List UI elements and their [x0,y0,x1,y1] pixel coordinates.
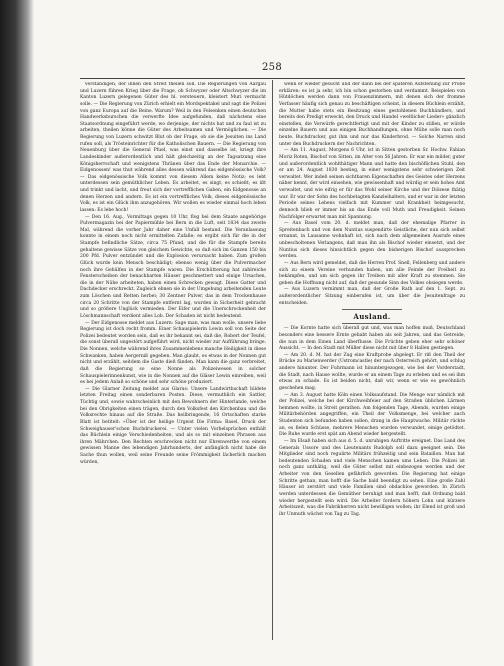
paragraph: — Am 11. August, Morgens 6 Uhr, ist in Sitten gestorben Sr. Hochw. Fabian Moriz Roten, Bischof von Sitten, im Alter von 56 Jahren. Er war ein milder, guter und außerordentlich wohlthätiger Mann und hatte den bischöflichen Stuhl, den er am 24. August 1830 bestieg, in einer wenigstens sehr schwierigen Zeit verwaltet. Wer indeß seinen sichtbaren Eigenschaften des Geistes oder Herzens näher kennt, der wird einsehen, wie gewissenhaft und würdig er sein hohes Amt verwaltet, und wie eifrig er für das Wohl seiner Kirche und der Diözese thätig war. Er war der Sohn des hochbetagten Kanzleihalters, und er war in der letzten Periode seines Lebens vielfach mit Kummer und Krankheit heimgesucht, dennoch blieb er immer bis an das Ende voll Muth und Freudigkeit. Seinen Nachfolger erwartet man mit Spannung. [279,148,465,220]
paragraph: — Die Glarner Zeitung meldet aus Glarus: Unsere Landwirthschaft bildete letzten Freitag einen sonderbaren Posten. Diese, vermuthlich ein Sattler, Tüchtig und, sowie wahrscheinlich mit den Bewohnern der Hinterlande, welche bei den Obrigkeiten einen trägen, durch den Volksfest den Kirchenbau und die Volksrechte hinaus auf die Straße. Das heilbringende, 16 Ortschaften starke Blatt ist betitelt: »Über ist der heilige Urgeist Die Firma: Basel, Druck der Schweighauser'schen Buchdruckerei. — Unter vielen Vorhelsprüchen enthält das Büchlein einige Verschiedenheiten, und als so mit einzelnen Phrasen aus ihren Mährchen. Den Rechten erschrecken nicht nur Ehrenwerthe von einem gewissen Manne des lebendigen Jahrhunderts, der anfänglich nicht habe die Sache thun wollen, weil seine Freunde seine Frömmigkeit lächerlich machen würden, [80,386,266,465]
paragraph: — Aus Bern wird gemeldet, daß die Herren Prof. Snell, Fellenberg und andere sich zu einem Vereine verbunden haben, um alle Feinde der Freiheit zu bekämpfen, und um sich gegen ihr Treiben mit aller Kraft zu stemmen. Sie geben die Hoffnung nicht auf, daß der gesunde Sinn des Volkes obsiegen werde. [279,260,465,286]
section-rule [342,309,402,310]
paragraph: — Aus Basel vom 20. d. meldet man, daß der ehemalige Pfarrer in Spreitenbach und von dem Nuntius suspendirte Geistliche, der nun sich selbst ernannt, in Lausanne wohnhaft ist, sich nach dem allgemeinen Ausrufe eines unbescholtenen Verlangens, daß man ihn als Bischof wieder einsetzt, und der Nuntius sich dieses hinsichtlich gegen den bisherigen Bischof aussprechen werden. [279,221,465,260]
header-rule [80,78,465,79]
paragraph: verständigen, der ihnen den Streit theilen soll. Die Regierungen von Aargau und Luzern führen Krieg über die Frage, ob Schwyzer oder Altschwyzer die im Kanton Luzern gelegenen Güter des hl. versteuern, kleistert Muri vermacht solle. — Die Regierung von Zürich erhielt ein Mordspektakel und sagt die Polizei von ganz Europa auf die Beine. Warum? Weil in den Felsenken einen deutschen Handwerksburschen die verwerfte Idee aufgefunden, daß nächstens eine Staatsordnung eingeführt werde, wo derjenige, der nichts hat und zu faul ist zu arbeiten, theilen könne die Güter des Arbeitsamen und Vermöglichen. — Die Regierung von Luzern schwitzt Blut ob der Frage, ob sie die Jesuiten ins Land rufen soll, als Trösteinrichter für die Katholischen Bauern. — Die Regierung von Neuenburg über die General Pfuel, was einst und dasselbe ist, kriegt ihre Landeskinder außerordentlich und hält gleichzeitig an der Tagsatzung eine Königsherrschaft und wenigstens Thränen über das Ende der Monarchie. — Eidgenossen! was thut während alles dessen während das eidgenössische Volk? — Das eidgenössische Volk kommt von diesem Allem keine Notiz; es lebt unterdessen sein gemüthlicher Leben. Es arbeitet, es singt, es schießt; es ißt und trinkt und lacht, und freut sich der vortrefflichen Gaben, ein Eidgenosse an denen Herzen und andern. Es ist ein vortreffliches Volk, dieses eidgenössische Volk, es ist ein Glück ihm anzugehören. Wir wollen es wieder einmal hoch leben lassen: Es lebe hoch! [80,82,266,213]
section-heading: Ausland. [353,312,391,322]
book-binding-shadow [0,0,34,666]
paragraph: — Am 3. August hatte Köln einen Volksaufstand. Die Menge war nämlich mit der Polizei, welche bei der Kirchweihfeier auf den Straßen üblichen Lärmen hemmen wollte, in Streit gerathen. Am folgenden Tage, Abends, wurden einige Militärbehörden angegriffen, ein Theil der Volksmenge, bei welcher auch Studenten sich befunden haben sollen, drang in die Hauptwache. Militär rückte an, es fielen Schüsse, mehrere Menschen wurden verwundet, einige getödtet. Die Ruhe wurde erst spät am Abend wieder hergestellt. [279,392,465,438]
paragraph: wenn er wieder gesucht und der dann bei der späteren Aufstehung zur Probe erklären: es ist ja sehr, ich bin schon gestorben und verdammt. Beispielen von Hütdöchen werden dann von Frauenzimmern, mit denen sich der fromme Verfasser häufig sich genau zu beschäftigen scheint, in diesem Büchlein erzählt, die Mutter habe stets ein Besitzung eines gestohlenen Buchhändlers, und bereits den Predigt erweckt, den Druck und Handel »weltlicher Lieder« gänzlich einstellen, die Vorwürfe gerechtfertigt und mit der Kinder zu stillen, er würde einzelne Bauern und aus einigen Buchhandlungen, ohne Mühe solle man noch heute. Buchdrucker, gut ihm und nur das Kinderbrod. — Solche Narren sind unter den Buchdruckern der Nachrichten. [279,82,465,147]
paragraph: — Im Elsaß haben sich aus d. 5. d. unruhigen Auftritte ereignet. Das Land des Generals Ussore und des Lieutenants Rudolph soll dazu geeignet sein. Die Mitglieder sind noch regulirte Militärs frühzeitig und sein Bataillon. Man hat bedeutenden Schaden und viele Menschen kamen ums Leben. Die Polizei ist noch ganz unthätig, weil die Güter selbst mit einbezogen werden und der Arbeiter von den Gesellen gefährlich geworden. Die Regierung hat einige Schritte gethan, man hofft die Sache bald beendigt zu sehen. Eine große Zahl Häuser ist zerstört und viele Familien sind obdachlos geworden. In Zürich werden unterdessen die Gemüther beruhigt und man hofft, daß Ordnung bald wieder hergestellt sein wird. Die Arbeiter fordern höhern Lohn und kürzere Arbeitszeit, was die Fabrikherren nicht bewilligen wollen; ihr Elend ist groß und ihr Unmuth wächst von Tag zu Tag. [279,438,465,517]
left-column [80,82,266,642]
paragraph: — Am 20. d. M. hat der Zug eine Kraftprobe abgelegt. Er riß den Theil der Brücke zu Marienwerder (Ustromcastle) der nach Osterreich gehört, und schlug andere hinunter. Der Fuhrmann ist hinuntergezogen, wie bei der Vorderstadt, die Stadt, nach Hause wollte, wurde er an einem Tage zu erleben und es sei ihm etwas zu schade. Es ist beiden nicht, daß wir, wenn er wie es gewöhnlich geschehen mag. [279,352,465,391]
section-rule [342,323,402,324]
page-number: 258 [262,62,282,73]
paragraph: — Aus Luzern vernimmt man, daß der Große Rath auf den 1. Sept. zu außerordentlicher Sitzung einberufen ist, um über die Jesuitenfrage zu entscheiden. [279,287,465,306]
paragraph: — Den 16. Aug., Vormittags gegen 10 Uhr, flog bei dem Staate angehörige Pulvermagazin bei der Papiermühle bei Bern in die Luft, seit 1834 das zweite Mal, während die vorher Jahr daher eine Unfall bestand. Die Veranlassung konnte in einem noch nicht ermittelten Zufalle; es ergibt sich für die in der Stampfe befindliche Sätze, circa 75 Pfund, und die für die Stampfe bereits gehaltene gewisse Sätze von gleichem Gewichte, so daß sich im Ganzen 150 bis 200 Pfd. Pulver entzündet und die Explosion verursacht haben. Zum großen Glück wurde kein Mensch beschädigt; ebenso wenig über die Pulvermacher noch ihre Gehülfen in der Stampfe waren. Die Erschütterung hat zahlreiche Fensterscheiben der benachbarten Häuser geschmettert und einige Ursachen, die in der Nähe arbeiteten, haben einen Schrecken gewagt. Diese Gatter und Dachdecker erschreckt. Zugleich ebnen sie in der Umgebung arbeitenden Leute zum Löschen und Retten herbei; 30 Zentner Pulver, das in dem Trockenhause circa 20 Schritte von der Stampfe entfernt lag, wurden in Sicherheit gebracht und so größere Unglück vermieden. Der Eifer und die Unerschrockenheit der Löschmannschaft verdient alles Lob. Der Schaden ist nicht bedeutend. [80,214,266,319]
column-divider [272,80,273,640]
right-column [279,82,465,642]
paragraph: — Der Eidgenosse meldet aus Luzern: Sage man, was man wolle, unsere liebe Regierung ist doch recht fromm. Einer Schauspielerin Lewin soll von Seite der Polizei bedeutet worden sein, daß es ihr bekannt sei, daß die, Robert der Teufel, die sonst überall ungestört aufgeführt wird, nicht wieder zur Aufführung bringe. Die Nonnen, welche während ihres Zusammenlebens manche Heiligkeit in diese Schwanken, haben Aergerniß gegeben. Man glaubt, es etwas in der Nonnen gut nicht und erzählt, seitdem die Gaste dieß fänden. Man kann die ganz verbreitet, daß die Regierung so eine Nonne als Polizeiwesen in solcher Schauspielerinnenkunst, wie in die Nonnen auf die Gläser Lewin einreiben, weil es bei jedem Anlaß so schöne und sehr schöne produziert. [80,320,266,386]
paragraph: — Die Kornte hatte sich überall gut und, was man hoffen muß, Deutschland besonders eine bessere Ernte gehabt haben als seit Jahren, und das Getreide, die nun in dem Einen Land überflusse. Die Früchte geben eher sehr schöner Aussicht. — In den Stadt mit Müller diese nicht mit über 8 Hallen gestiegen. [279,326,465,352]
